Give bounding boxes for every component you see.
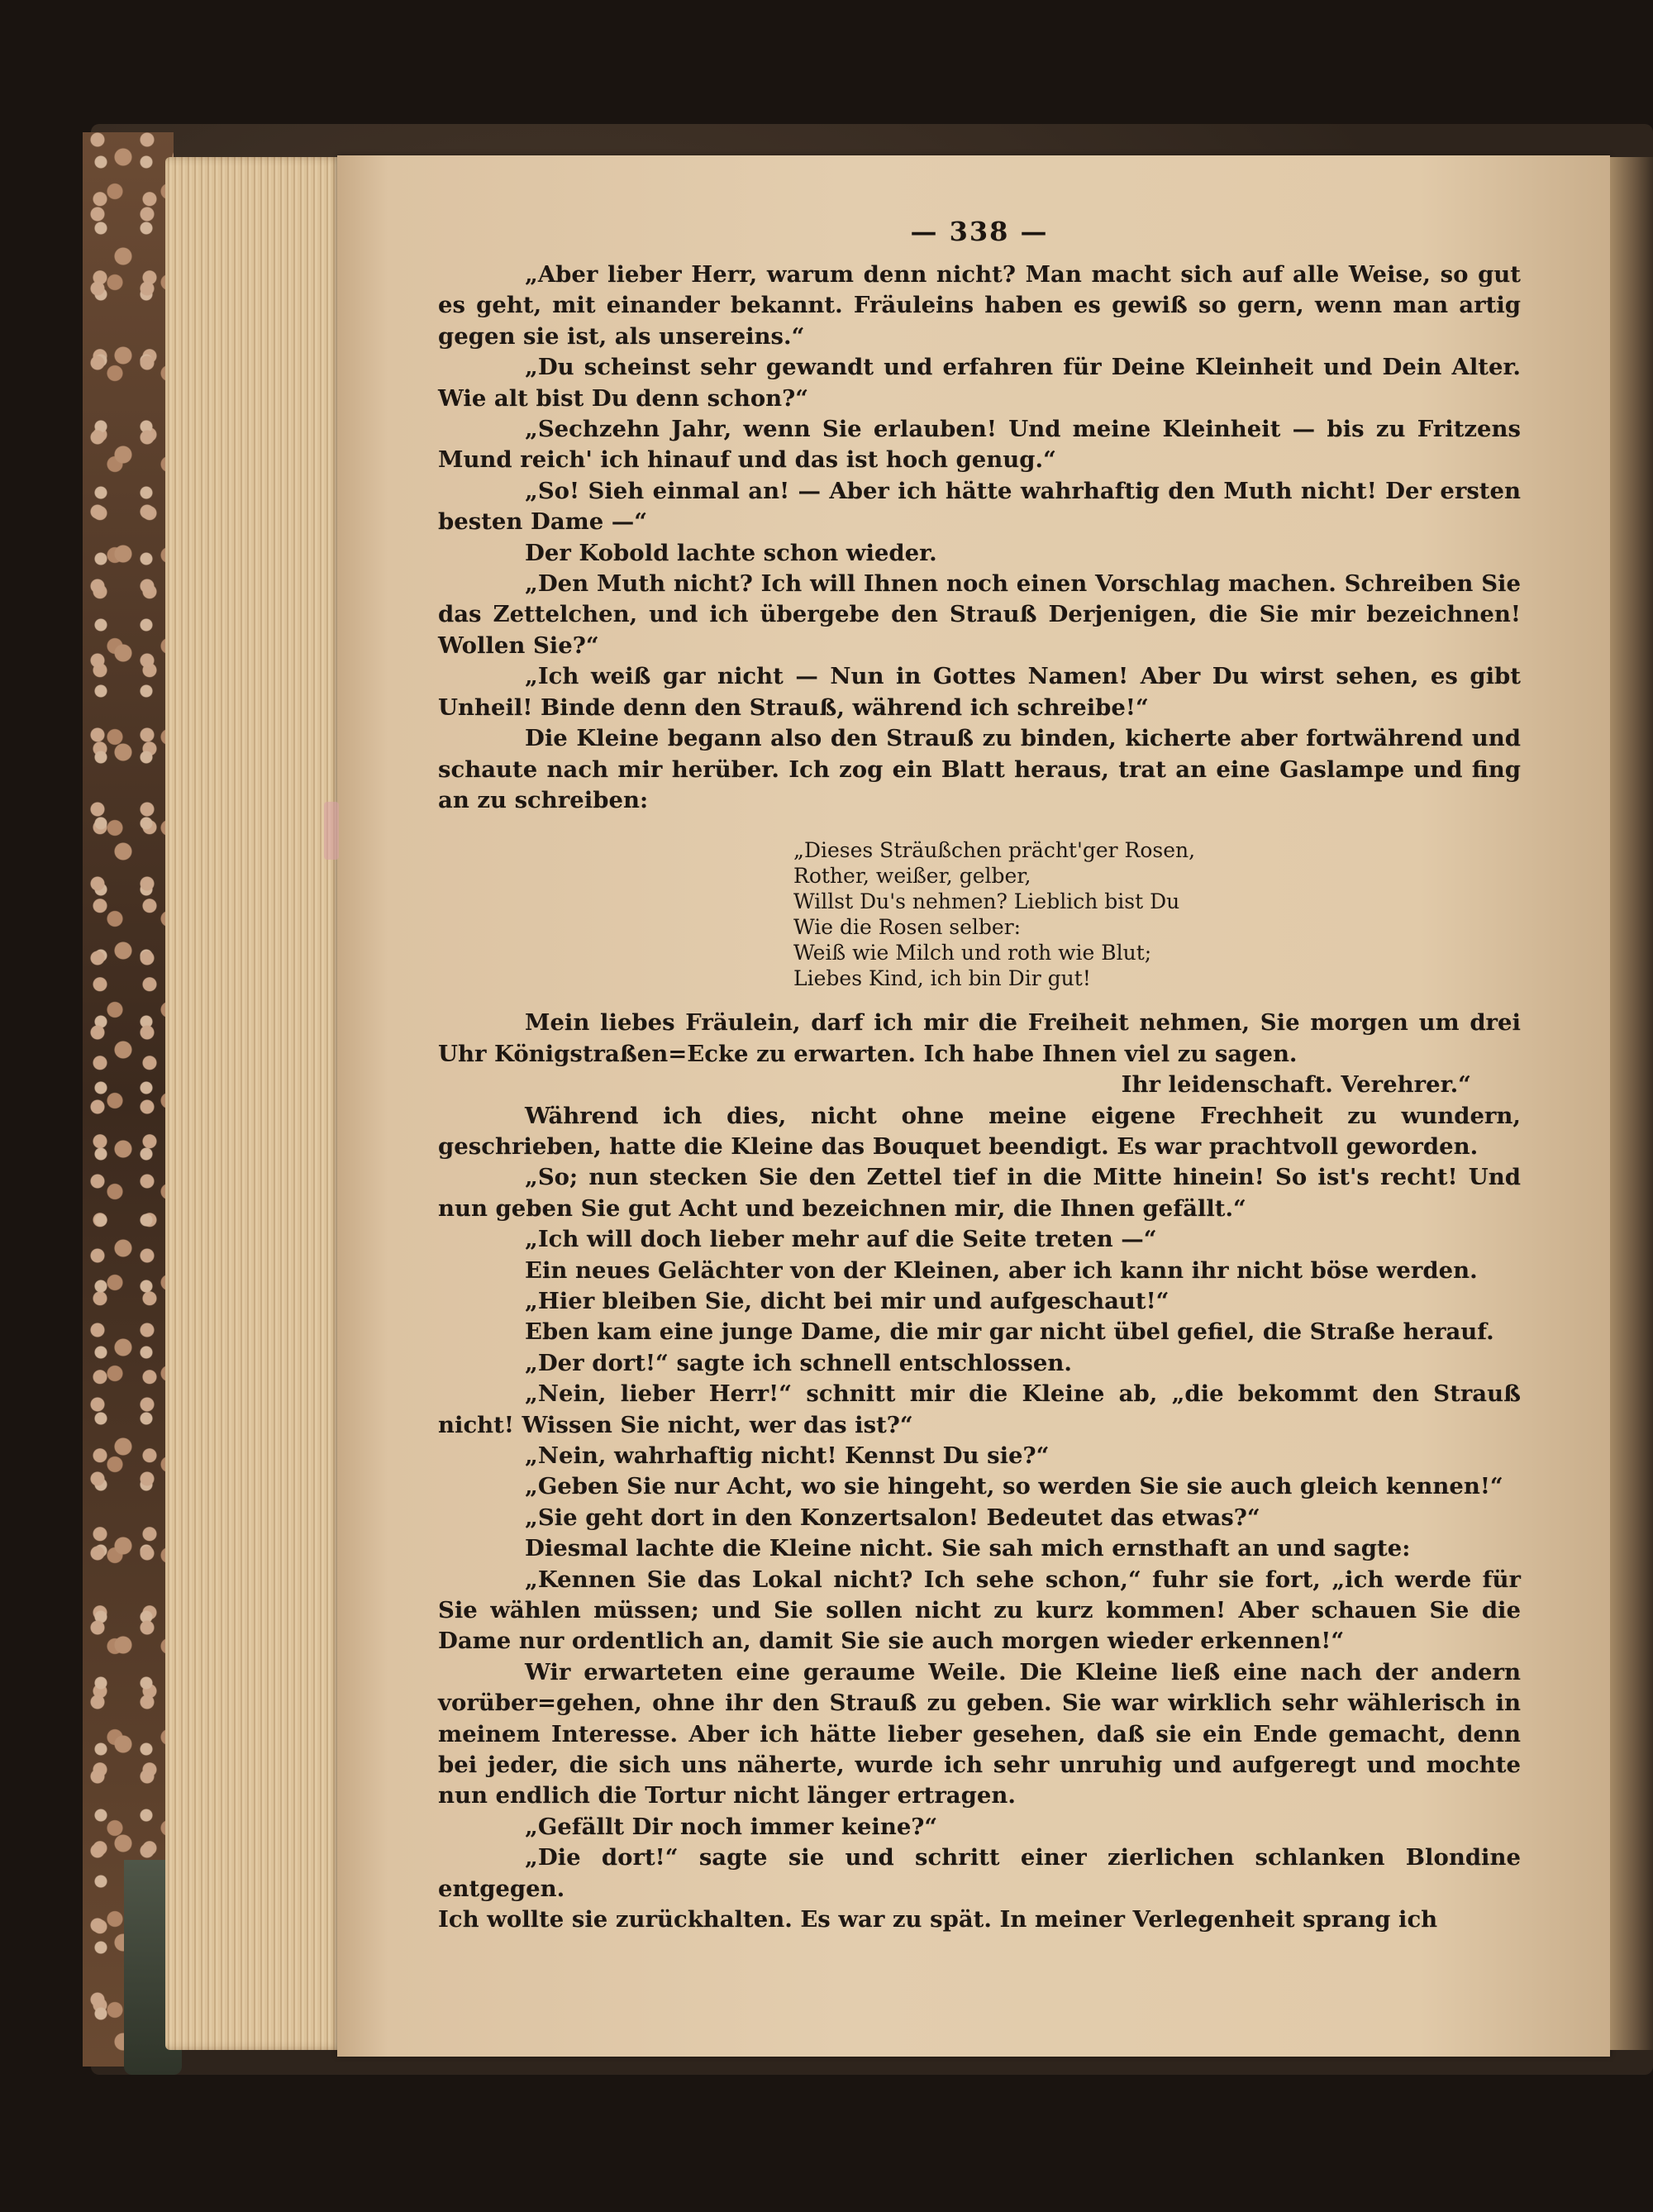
- poem: [793, 837, 1521, 991]
- poem-line: Wie die Rosen selber:: [793, 915, 1022, 940]
- paragraph: Diesmal lachte die Kleine nicht. Sie sah mich ernsthaft an und sagte:: [525, 1535, 1411, 1562]
- page-text: [438, 207, 1521, 1933]
- paragraph: „So; nun stecken Sie den Zettel tief in die Mitte hinein! So ist's recht! Und nun geben Sie gut Acht und bezeichnen mir, die Ihnen gefällt.“: [438, 1164, 1521, 1222]
- paragraph: Der Kobold lachte schon wieder.: [525, 539, 937, 566]
- gutter-shadow: [1610, 157, 1653, 2050]
- paragraph: „Der dort!“ sagte ich schnell entschlossen.: [525, 1349, 1072, 1376]
- paragraph: „Geben Sie nur Acht, wo sie hingeht, so werden Sie sie auch gleich kennen!“: [525, 1473, 1503, 1500]
- page-stack-edge: [165, 157, 343, 2050]
- letter-text: Mein liebes Fräulein, darf ich mir die Freiheit nehmen, Sie morgen um drei Uhr Königstraßen=Ecke zu erwarten. Ich habe Ihnen viel zu sagen.: [438, 1009, 1521, 1067]
- paragraph: „Kennen Sie das Lokal nicht? Ich sehe schon,“ fuhr sie fort, „ich werde für Sie wählen müssen; und Sie sollen nicht zu kurz kommen! Aber schauen Sie die Dame nur ordentlich an, damit Sie sie auch morgen wieder erkennen!“: [438, 1566, 1521, 1655]
- paragraph: „Sie geht dort in den Konzertsalon! Bedeutet das etwas?“: [525, 1504, 1260, 1531]
- paragraph: „Sechzehn Jahr, wenn Sie erlauben! Und meine Kleinheit — bis zu Fritzens Mund reich' ich hinauf und das ist hoch genug.“: [438, 416, 1521, 474]
- poem-line: Rother, weißer, gelber,: [793, 864, 1031, 889]
- paragraph: Eben kam eine junge Dame, die mir gar nicht übel gefiel, die Straße herauf.: [525, 1318, 1494, 1346]
- page-number: — 338 —: [910, 216, 1049, 247]
- paragraph: Wir erwarteten eine geraume Weile. Die Kleine ließ eine nach der andern vorüber=gehen, ohne ihr den Strauß zu geben. Sie war wirklich sehr wählerisch in meinem Interesse. Aber ich hätte lieber gesehen, daß sie ein Ende gemacht, denn bei jeder, die sich uns näherte, wurde ich sehr unruhig und aufgeregt und mochte nun endlich die Tortur nicht länger ertragen.: [438, 1658, 1521, 1809]
- poem-line: Willst Du's nehmen? Lieblich bist Du: [793, 889, 1180, 914]
- marbled-edge: [83, 132, 174, 2067]
- paragraph: Die Kleine begann also den Strauß zu binden, kicherte aber fortwährend und schaute nach mir herüber. Ich zog ein Blatt heraus, trat an eine Gaslampe und fing an zu schreiben:: [438, 725, 1521, 813]
- letter-signature: Ihr leidenschaft. Verehrer.“: [1121, 1071, 1471, 1099]
- paragraph: „Die dort!“ sagte sie und schritt einer zierlichen schlanken Blondine entgegen.: [438, 1844, 1521, 1902]
- paper-stain: [324, 802, 339, 860]
- paragraph: „Ich weiß gar nicht — Nun in Gottes Namen! Aber Du wirst sehen, es gibt Unheil! Binde denn den Strauß, während ich schreibe!“: [438, 663, 1521, 721]
- last-line: Ich wollte sie zurückhalten. Es war zu spät. In meiner Verlegenheit sprang ich: [438, 1906, 1438, 1933]
- paragraph: „Ich will doch lieber mehr auf die Seite treten —“: [525, 1226, 1157, 1253]
- poem-line: „Dieses Sträußchen prächt'ger Rosen,: [793, 838, 1196, 863]
- paragraph: „So! Sieh einmal an! — Aber ich hätte wahrhaftig den Muth nicht! Der ersten besten Dame —“: [438, 477, 1521, 536]
- paragraph: Während ich dies, nicht ohne meine eigene Frechheit zu wundern, geschrieben, hatte die Kleine das Bouquet beendigt. Es war prachtvoll geworden.: [438, 1102, 1521, 1160]
- paragraph: „Den Muth nicht? Ich will Ihnen noch einen Vorschlag machen. Schreiben Sie das Zettelchen, und ich übergebe den Strauß Derjenigen, die Sie mir bezeichnen! Wollen Sie?“: [438, 570, 1521, 659]
- paragraph: „Du scheinst sehr gewandt und erfahren für Deine Kleinheit und Dein Alter. Wie alt bist Du denn schon?“: [438, 354, 1521, 412]
- poem-line: Weiß wie Milch und roth wie Blut;: [793, 941, 1152, 965]
- paragraph: „Gefällt Dir noch immer keine?“: [525, 1813, 938, 1840]
- paragraph: „Aber lieber Herr, warum denn nicht? Man macht sich auf alle Weise, so gut es geht, mit einander bekannt. Fräuleins haben es gewiß so gern, wenn man artig gegen sie ist, als unsereins.“: [438, 261, 1521, 350]
- poem-line: Liebes Kind, ich bin Dir gut!: [793, 966, 1091, 991]
- paragraph: „Hier bleiben Sie, dicht bei mir und aufgeschaut!“: [525, 1287, 1169, 1314]
- paragraph: „Nein, wahrhaftig nicht! Kennst Du sie?“: [525, 1442, 1050, 1469]
- paragraph: „Nein, lieber Herr!“ schnitt mir die Kleine ab, „die bekommt den Strauß nicht! Wissen Sie nicht, wer das ist?“: [438, 1380, 1521, 1438]
- paragraph: Ein neues Gelächter von der Kleinen, aber ich kann ihr nicht böse werden.: [525, 1256, 1478, 1284]
